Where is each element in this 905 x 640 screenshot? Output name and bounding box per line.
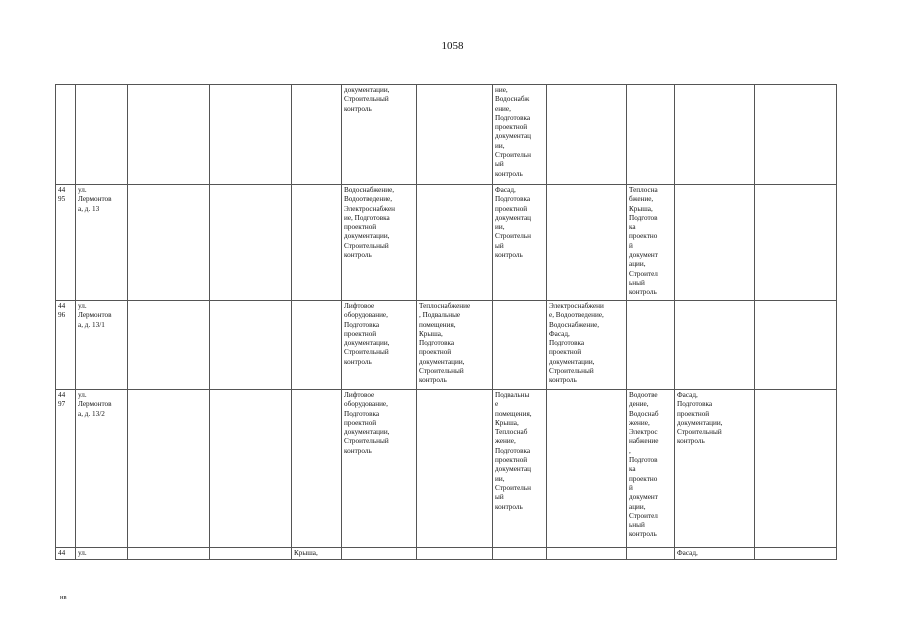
table-cell (210, 390, 292, 548)
table-cell (675, 85, 755, 185)
table-row (56, 185, 837, 301)
table-cell (627, 548, 675, 560)
table-cell: ние, Водоснабж ение, Подготовка проектной документац ии, Строительн ый контроль (493, 85, 547, 185)
table-cell (417, 85, 493, 185)
table-cell (627, 85, 675, 185)
table-cell: Фасад, Подготовка проектной документац ии, Строительн ый контроль (493, 185, 547, 301)
table-cell: ул. Лермонтов а, д. 13/1 (76, 301, 128, 390)
table-cell (417, 185, 493, 301)
table-cell (210, 85, 292, 185)
repair-schedule-table (55, 84, 837, 560)
table-cell (292, 85, 342, 185)
table-cell (755, 85, 837, 185)
table-cell (128, 85, 210, 185)
table-cell (675, 185, 755, 301)
table-row (56, 390, 837, 548)
table-cell (547, 185, 627, 301)
table-cell (755, 301, 837, 390)
table-cell: Водоотве дение, Водоснаб жение, Электрос набжение , Подготов ка проектно й документ ации, Строител ьный контроль (627, 390, 675, 548)
table-cell (128, 390, 210, 548)
table-cell: 44 (56, 548, 76, 560)
table-cell (342, 548, 417, 560)
table-cell: Лифтовое оборудование, Подготовка проектной документации, Строительный контроль (342, 390, 417, 548)
footnote: нв (60, 594, 67, 601)
table-cell: 44 95 (56, 185, 76, 301)
table-cell (417, 548, 493, 560)
table-row (56, 548, 837, 560)
table-cell (292, 185, 342, 301)
table-cell: Лифтовое оборудование, Подготовка проектной документации, Строительный контроль (342, 301, 417, 390)
table-cell (128, 301, 210, 390)
table-cell: Подвальны е помещения, Крыша, Теплоснаб жение, Подготовка проектной документац ии, Строительн ый контроль (493, 390, 547, 548)
table-cell (755, 548, 837, 560)
table-cell (210, 301, 292, 390)
table-cell (627, 301, 675, 390)
table-cell: Водоснабжение, Водоотведение, Электроснабжен ие, Подготовка проектной документации, Строительный контроль (342, 185, 417, 301)
table-cell: Фасад, (675, 548, 755, 560)
table-cell (493, 301, 547, 390)
table-cell (755, 390, 837, 548)
table-cell: 44 97 (56, 390, 76, 548)
table-cell (76, 85, 128, 185)
table-cell: Электроснабжени е, Водоотведение, Водоснабжение, Фасад, Подготовка проектной документации, Строительный контроль (547, 301, 627, 390)
table-cell (547, 548, 627, 560)
table-cell: ул. Лермонтов а, д. 13 (76, 185, 128, 301)
table-cell: документации, Строительный контроль (342, 85, 417, 185)
table-cell (128, 548, 210, 560)
table-cell: 44 96 (56, 301, 76, 390)
table-cell (210, 185, 292, 301)
table-row (56, 301, 837, 390)
table-cell (417, 390, 493, 548)
table-cell (547, 390, 627, 548)
table-cell (292, 301, 342, 390)
table-cell: ул. Лермонтов а, д. 13/2 (76, 390, 128, 548)
table-cell: Крыша, (292, 548, 342, 560)
table-cell (128, 185, 210, 301)
table-cell (292, 390, 342, 548)
page-number: 1058 (441, 40, 464, 52)
table-cell (755, 185, 837, 301)
table-cell: ул. (76, 548, 128, 560)
table-row (56, 85, 837, 185)
table-cell: Теплосна бжение, Крыша, Подготов ка проектно й документ ации, Строител ьный контроль (627, 185, 675, 301)
table-cell (493, 548, 547, 560)
table-cell: Фасад, Подготовка проектной документации, Строительный контроль (675, 390, 755, 548)
table-cell: Теплоснабжение , Подвальные помещения, Крыша, Подготовка проектной документации, Строительный контроль (417, 301, 493, 390)
table-cell (675, 301, 755, 390)
table-cell (56, 85, 76, 185)
table-cell (547, 85, 627, 185)
table-cell (210, 548, 292, 560)
